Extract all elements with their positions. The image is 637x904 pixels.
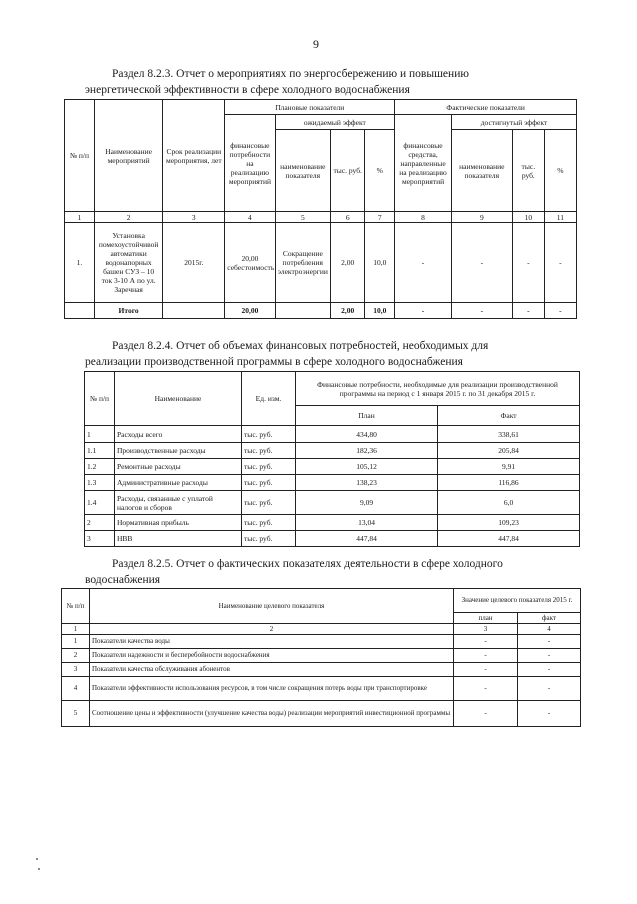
total-fin: 20,00 [225, 303, 275, 319]
row-effect-name: Сокращение потребления электроэнергии [275, 223, 331, 303]
colnum: 9 [451, 212, 512, 223]
row-plan: - [454, 635, 518, 649]
header-name: Наименование мероприятий [94, 100, 162, 212]
colnum: 1 [62, 624, 90, 635]
colnum: 2 [90, 624, 454, 635]
colnum: 3 [454, 624, 518, 635]
row-fact: - [518, 677, 581, 701]
total-c11: - [544, 303, 576, 319]
table-row [62, 663, 581, 677]
row-num: 1.3 [85, 475, 115, 491]
row-num: 4 [62, 677, 90, 701]
colnum: 5 [275, 212, 331, 223]
header-eff-name: наименование показателя [275, 130, 331, 212]
section-824-title-line1: Раздел 8.2.4. Отчет об объемах финансовых потребностей, необходимых для [112, 340, 489, 352]
header-plan: План [296, 406, 438, 426]
row-fact: - [518, 663, 581, 677]
header-term: Срок реализации мероприятия, лет [163, 100, 225, 212]
row-fact: 9,91 [438, 459, 580, 475]
table-row [85, 475, 580, 491]
total-sum: 2,00 [331, 303, 365, 319]
total-pct: 10,0 [365, 303, 395, 319]
table-row [85, 491, 580, 515]
header-expected: ожидаемый эффект [275, 115, 395, 130]
row-name: Ремонтные расходы [115, 459, 242, 475]
header-unit: Ед. изм. [242, 372, 296, 426]
header-name: Наименование целевого показателя [90, 589, 454, 624]
row-fact: - [518, 635, 581, 649]
table-row [62, 701, 581, 727]
row-fact: 205,84 [438, 443, 580, 459]
row-unit: тыс. руб. [242, 459, 296, 475]
row-num: 1 [62, 635, 90, 649]
row-num: 2 [85, 515, 115, 531]
table-row [85, 443, 580, 459]
row-unit: тыс. руб. [242, 531, 296, 547]
section-825-title-line1: Раздел 8.2.5. Отчет о фактических показателях деятельности в сфере холодного [112, 558, 503, 570]
row-name: Нормативная прибыль [115, 515, 242, 531]
row-plan: - [454, 649, 518, 663]
row-name: Установка помехоустойчивой автоматики водонапорных башен СУЗ – 10 ток 3-10 А по ул. Заречная [94, 223, 162, 303]
colnum: 6 [331, 212, 365, 223]
row-plan: 447,84 [296, 531, 438, 547]
total-row [65, 303, 577, 319]
colnum: 2 [94, 212, 162, 223]
row-c8: - [395, 223, 452, 303]
page-number: 9 [313, 37, 319, 51]
table-row [62, 635, 581, 649]
header-fact: Факт [438, 406, 580, 426]
row-effect-sum: 2,00 [331, 223, 365, 303]
row-name: Показатели эффективности использования ресурсов, в том числе сокращения потерь воды при транспортировке [90, 677, 454, 701]
header-eff-unit: тыс. руб. [331, 130, 365, 212]
table-row [62, 677, 581, 701]
row-effect-pct: 10,0 [365, 223, 395, 303]
section-824-title-line2: реализации производственной программы в сфере холодного водоснабжения [85, 356, 463, 368]
row-unit: тыс. руб. [242, 475, 296, 491]
row-plan: 138,23 [296, 475, 438, 491]
table-row [85, 426, 580, 443]
header-fact: факт [518, 613, 581, 624]
header-name: Наименование [115, 372, 242, 426]
row-name: Показатели качества обслуживания абонентов [90, 663, 454, 677]
row-num: 1 [85, 426, 115, 443]
row-fact: 447,84 [438, 531, 580, 547]
table-row [62, 649, 581, 663]
row-unit: тыс. руб. [242, 443, 296, 459]
table-row [65, 223, 577, 303]
total-c9: - [451, 303, 512, 319]
section-825-title-line2: водоснабжения [85, 574, 161, 586]
total-c10: - [512, 303, 544, 319]
row-c9: - [451, 223, 512, 303]
row-num: 2 [62, 649, 90, 663]
header-value: Значение целевого показателя 2015 г. [454, 589, 581, 613]
table-row [85, 531, 580, 547]
row-plan: - [454, 701, 518, 727]
header-ach-pct: % [544, 130, 576, 212]
row-fin: 20,00 себестоимость [225, 223, 275, 303]
row-unit: тыс. руб. [242, 426, 296, 443]
scan-speck [36, 858, 38, 860]
colnum: 1 [65, 212, 95, 223]
row-num: 1.2 [85, 459, 115, 475]
table-825-target-indicators [61, 588, 581, 727]
row-name: НВВ [115, 531, 242, 547]
row-plan: 9,09 [296, 491, 438, 515]
row-fact: - [518, 701, 581, 727]
header-fin-plan: финансовые потребности на реализацию мероприятий [225, 115, 275, 212]
header-plan: план [454, 613, 518, 624]
row-plan: - [454, 663, 518, 677]
table-row [85, 515, 580, 531]
row-plan: 434,80 [296, 426, 438, 443]
total-label: Итого [94, 303, 162, 319]
scan-speck [38, 868, 40, 870]
row-num: 3 [85, 531, 115, 547]
header-num: № п/п [85, 372, 115, 426]
colnum: 8 [395, 212, 452, 223]
row-name: Административные расходы [115, 475, 242, 491]
row-name: Расходы всего [115, 426, 242, 443]
header-ach-unit: тыс. руб. [512, 130, 544, 212]
colnum: 7 [365, 212, 395, 223]
row-fact: 109,23 [438, 515, 580, 531]
row-plan: 105,12 [296, 459, 438, 475]
header-eff-pct: % [365, 130, 395, 212]
row-plan: 13,04 [296, 515, 438, 531]
colnum: 3 [163, 212, 225, 223]
colnum: 4 [518, 624, 581, 635]
row-term: 2015г. [163, 223, 225, 303]
row-plan: - [454, 677, 518, 701]
section-823-title-line2: энергетической эффективности в сфере холодного водоснабжения [85, 84, 410, 96]
row-num: 1.4 [85, 491, 115, 515]
colnum: 4 [225, 212, 275, 223]
row-unit: тыс. руб. [242, 491, 296, 515]
row-fact: 116,86 [438, 475, 580, 491]
header-fact: Фактические показатели [395, 100, 577, 115]
header-fin-fact: финансовые средства, направленные на реализацию мероприятий [395, 115, 452, 212]
header-fin: Финансовые потребности, необходимые для реализации производственной программы на период с 1 января 2015 г. по 31 декабря 2015 г. [296, 372, 580, 406]
colnum: 11 [544, 212, 576, 223]
header-num: № п/п [62, 589, 90, 624]
colnum: 10 [512, 212, 544, 223]
row-num: 3 [62, 663, 90, 677]
row-plan: 182,36 [296, 443, 438, 459]
row-fact: - [518, 649, 581, 663]
row-name: Производственные расходы [115, 443, 242, 459]
header-num: № п/п [65, 100, 95, 212]
row-name: Показатели качества воды [90, 635, 454, 649]
header-achieved: достигнутый эффект [451, 115, 576, 130]
row-c10: - [512, 223, 544, 303]
table-row [85, 459, 580, 475]
row-unit: тыс. руб. [242, 515, 296, 531]
row-fact: 6,0 [438, 491, 580, 515]
row-c11: - [544, 223, 576, 303]
row-name: Соотношение цены и эффективности (улучшение качества воды) реализации мероприятий инвестиционной программы [90, 701, 454, 727]
row-fact: 338,61 [438, 426, 580, 443]
section-823-title-line1: Раздел 8.2.3. Отчет о мероприятиях по энергосбережению и повышению [112, 68, 469, 80]
table-824-financial-needs [84, 371, 580, 547]
row-num: 5 [62, 701, 90, 727]
header-plan: Плановые показатели [225, 100, 395, 115]
header-ach-name: наименование показателя [451, 130, 512, 212]
total-c8: - [395, 303, 452, 319]
row-name: Показатели надежности и бесперебойности водоснабжения [90, 649, 454, 663]
table-823-energy-saving [64, 99, 577, 319]
row-num: 1. [65, 223, 95, 303]
row-num: 1.1 [85, 443, 115, 459]
row-name: Расходы, связанные с уплатой налогов и сборов [115, 491, 242, 515]
